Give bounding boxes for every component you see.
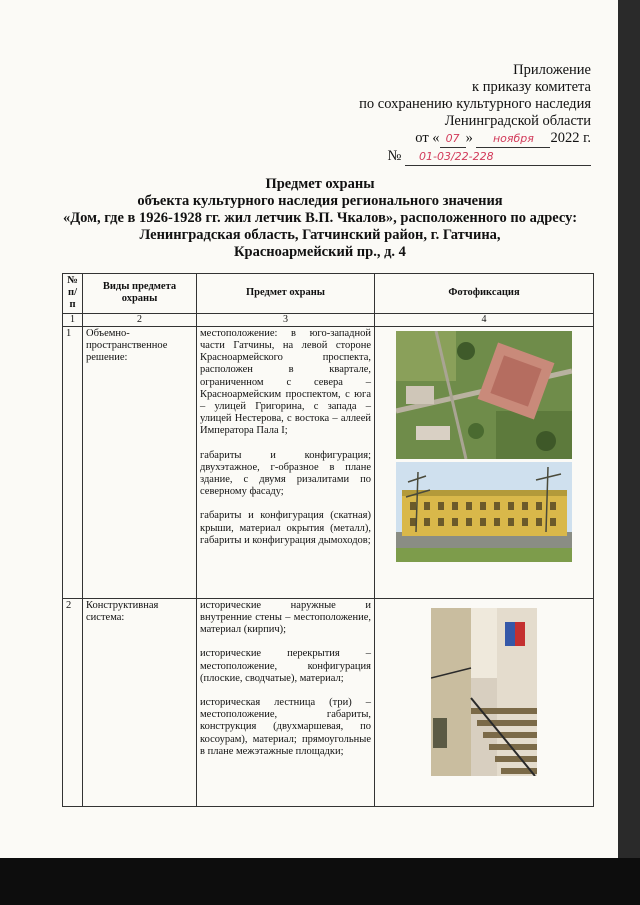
row-content (197, 598, 375, 806)
number-cell: 3 (197, 313, 375, 326)
header-cell: № п/п (63, 274, 83, 314)
row-content (197, 326, 375, 598)
header-date-line (359, 130, 591, 148)
row-number: 2 (63, 598, 83, 806)
header-number-line (359, 148, 591, 166)
aerial-photo (396, 331, 572, 459)
header-line-2: к приказу комитета (472, 79, 591, 95)
content-item: местоположение: в юго-западной части Гатчины, на левой стороне Красноармейского проспекта, расположен в квартале, ограниченном с севера – Красноармейским проспектом, с юга – улицей Григорина, с запада – улицей Нестерова, с востока – аллеей Императора Пала I; (200, 327, 371, 437)
date-day-handwritten: 07 (440, 130, 466, 148)
document-header (359, 62, 591, 166)
date-month-handwritten: ноября (476, 130, 550, 148)
scan-edge-bottom (0, 858, 640, 905)
date-prefix: от « (415, 130, 440, 146)
table-header-row (63, 274, 594, 314)
header-line-1: Приложение (513, 62, 591, 78)
title-line-4: Ленинградская область, Гатчинский район, г. Гатчина, (139, 227, 501, 243)
header-cell: Виды предмета охраны (83, 274, 197, 314)
number-cell: 2 (83, 313, 197, 326)
date-year: 2022 г. (550, 130, 591, 146)
title-line-3: «Дом, где в 1926-1928 гг. жил летчик В.П. Чкалов», расположенного по адресу: (62, 210, 578, 226)
content-item: исторические перекрытия – местоположение, конфигурация (плоские, сводчатые), материал; (200, 648, 371, 684)
title-line-5: Красноармейский пр., д. 4 (234, 244, 406, 260)
number-handwritten: 01-03/22-228 (405, 148, 591, 166)
scan-edge-right (618, 0, 640, 858)
content-item: историческая лестница (три) – местоположение, габариты, конструкция (двухмаршевая, по косоурам), материал; прямоугольные в плане межэтажные площадки; (200, 697, 371, 757)
row-photos (375, 598, 594, 806)
content-item: габариты и конфигурация; двухэтажное, г-образное в плане здание, с двумя ризалитами по северному фасаду; (200, 449, 371, 498)
table-number-row (63, 313, 594, 326)
date-mid: » (465, 130, 473, 146)
header-line-4: Ленинградской области (444, 113, 591, 129)
facade-photo (396, 462, 572, 562)
header-cell: Фотофиксация (375, 274, 594, 314)
staircase-photo (431, 608, 537, 776)
title-line-1: Предмет охраны (265, 176, 375, 192)
table-row (63, 598, 594, 806)
number-prefix: № (387, 148, 402, 164)
header-cell: Предмет охраны (197, 274, 375, 314)
title-line-2: объекта культурного наследия регионального значения (137, 193, 503, 209)
header-line-3: по сохранению культурного наследия (359, 96, 591, 112)
row-type: Объемно-пространственное решение: (83, 326, 197, 598)
number-cell: 4 (375, 313, 594, 326)
document-title (40, 176, 600, 261)
number-cell: 1 (63, 313, 83, 326)
row-photos (375, 326, 594, 598)
row-number: 1 (63, 326, 83, 598)
content-item: габариты и конфигурация (скатная) крыши, материал окрытия (металл), габариты и конфигурация дымоходов; (200, 510, 371, 546)
row-type: Конструктивная система: (83, 598, 197, 806)
protection-table (62, 273, 594, 807)
table-row (63, 326, 594, 598)
content-item: исторические наружные и внутренние стены – местоположение, материал (кирпич); (200, 599, 371, 636)
